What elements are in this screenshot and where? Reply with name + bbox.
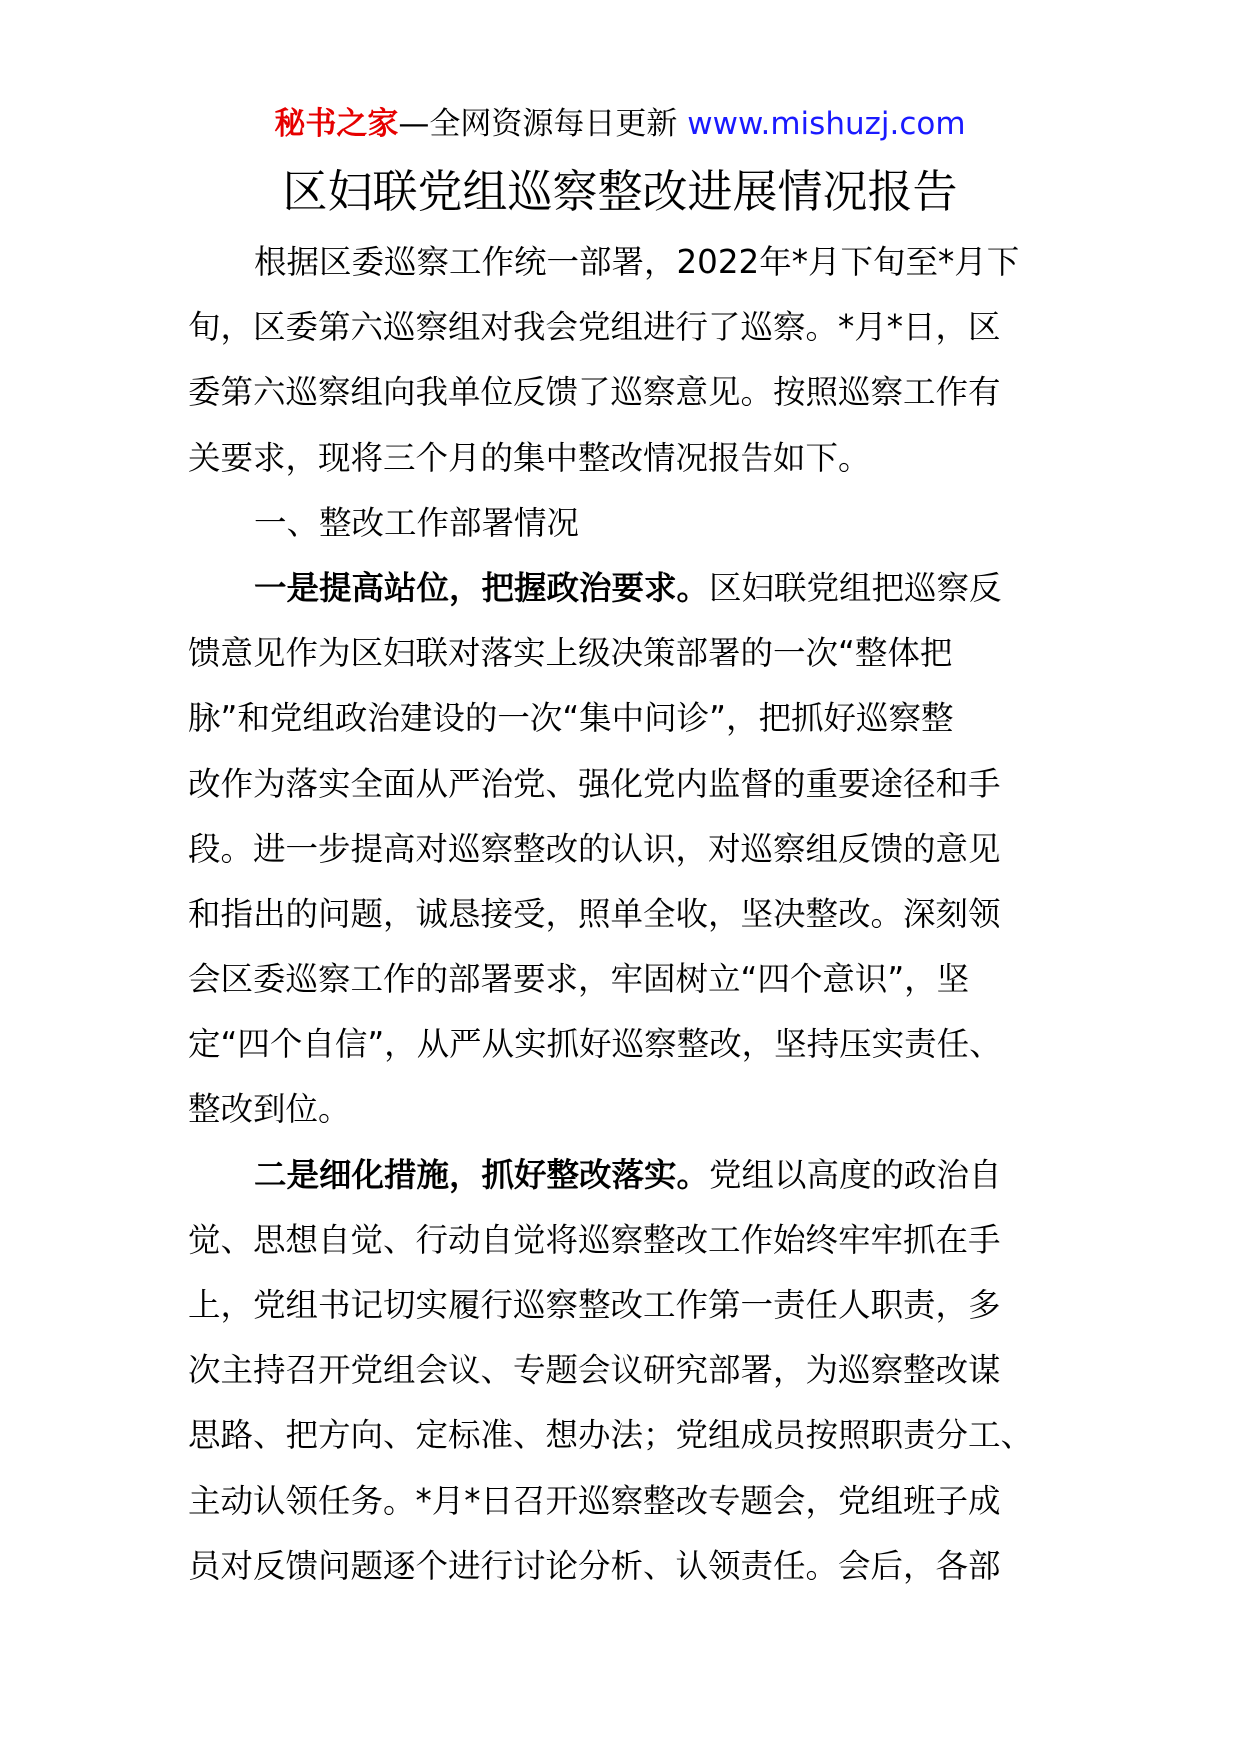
text-line bbox=[188, 1403, 1068, 1468]
line-text: 思路、把方向、定标准、想办法；党组成员按照职责分工、 bbox=[188, 1416, 1034, 1455]
text-line bbox=[188, 882, 1068, 947]
text-line bbox=[188, 1012, 1068, 1077]
brand-slogan: —全网资源每日更新 bbox=[398, 106, 688, 142]
document-title: 区妇联党组巡察整改进展情况报告 bbox=[282, 165, 958, 218]
text-line bbox=[188, 1534, 1068, 1599]
brand-name: 秘书之家 bbox=[274, 106, 399, 142]
line-text: 脉”和党组政治建设的一次“集中问诊”，把抓好巡察整 bbox=[188, 699, 954, 738]
site-url-link[interactable]: www.mishuzj.com bbox=[687, 106, 966, 142]
line-text: 员对反馈问题逐个进行讨论分析、认领责任。会后，各部 bbox=[188, 1546, 1001, 1585]
text-line bbox=[188, 1143, 1068, 1208]
line-text: 旬，区委第六巡察组对我会党组进行了巡察。*月*日，区 bbox=[188, 308, 1001, 347]
text-line bbox=[188, 817, 1068, 882]
text-line bbox=[188, 556, 1068, 621]
paragraph-lead-heading: 一是提高站位，把握政治要求。 bbox=[254, 568, 710, 607]
text-line bbox=[188, 621, 1068, 686]
text-line bbox=[188, 1208, 1068, 1273]
line-text: 定“四个自信”，从严从实抓好巡察整改，坚持压实责任、 bbox=[188, 1025, 1002, 1064]
text-line bbox=[188, 686, 1068, 751]
line-text: 段。进一步提高对巡察整改的认识，对巡察组反馈的意见 bbox=[188, 829, 1001, 868]
line-text: 次主持召开党组会议、专题会议研究部署，为巡察整改谋 bbox=[188, 1351, 1001, 1390]
line-text: 区妇联党组把巡察反 bbox=[709, 568, 1002, 607]
text-line bbox=[188, 491, 1068, 556]
line-text: 会区委巡察工作的部署要求，牢固树立“四个意识”，坚 bbox=[188, 960, 970, 999]
line-text: 觉、思想自觉、行动自觉将巡察整改工作始终牢牢抓在手 bbox=[188, 1220, 1001, 1259]
document-body bbox=[188, 230, 1068, 1599]
text-line bbox=[188, 947, 1068, 1012]
text-line bbox=[188, 360, 1068, 425]
line-text: 党组以高度的政治自 bbox=[709, 1155, 1002, 1194]
line-text: 根据区委巡察工作统一部署，2022年*月下旬至*月下 bbox=[254, 243, 1020, 281]
paragraph-lead-heading: 二是细化措施，抓好整改落实。 bbox=[254, 1155, 710, 1194]
line-text: 整改到位。 bbox=[188, 1090, 351, 1129]
site-banner bbox=[0, 100, 1240, 148]
text-line bbox=[188, 752, 1068, 817]
line-text: 上，党组书记切实履行巡察整改工作第一责任人职责，多 bbox=[188, 1286, 1001, 1324]
line-text: 委第六巡察组向我单位反馈了巡察意见。按照巡察工作有 bbox=[188, 373, 1001, 412]
line-text: 馈意见作为区妇联对落实上级决策部署的一次“整体把 bbox=[188, 634, 953, 673]
line-text: 主动认领任务。*月*日召开巡察整改专题会，党组班子成 bbox=[188, 1481, 1001, 1520]
line-text: 和指出的问题，诚恳接受，照单全收，坚决整改。深刻领 bbox=[188, 894, 1001, 933]
text-line bbox=[188, 1469, 1068, 1534]
text-line bbox=[188, 1338, 1068, 1403]
text-line bbox=[188, 426, 1068, 491]
text-line bbox=[188, 230, 1068, 295]
text-line bbox=[188, 1273, 1068, 1338]
line-text: 一、整改工作部署情况 bbox=[254, 503, 580, 542]
line-text: 关要求，现将三个月的集中整改情况报告如下。 bbox=[188, 438, 871, 477]
text-line bbox=[188, 1077, 1068, 1142]
text-line bbox=[188, 295, 1068, 360]
line-text: 改作为落实全面从严治党、强化党内监督的重要途径和手 bbox=[188, 764, 1001, 803]
